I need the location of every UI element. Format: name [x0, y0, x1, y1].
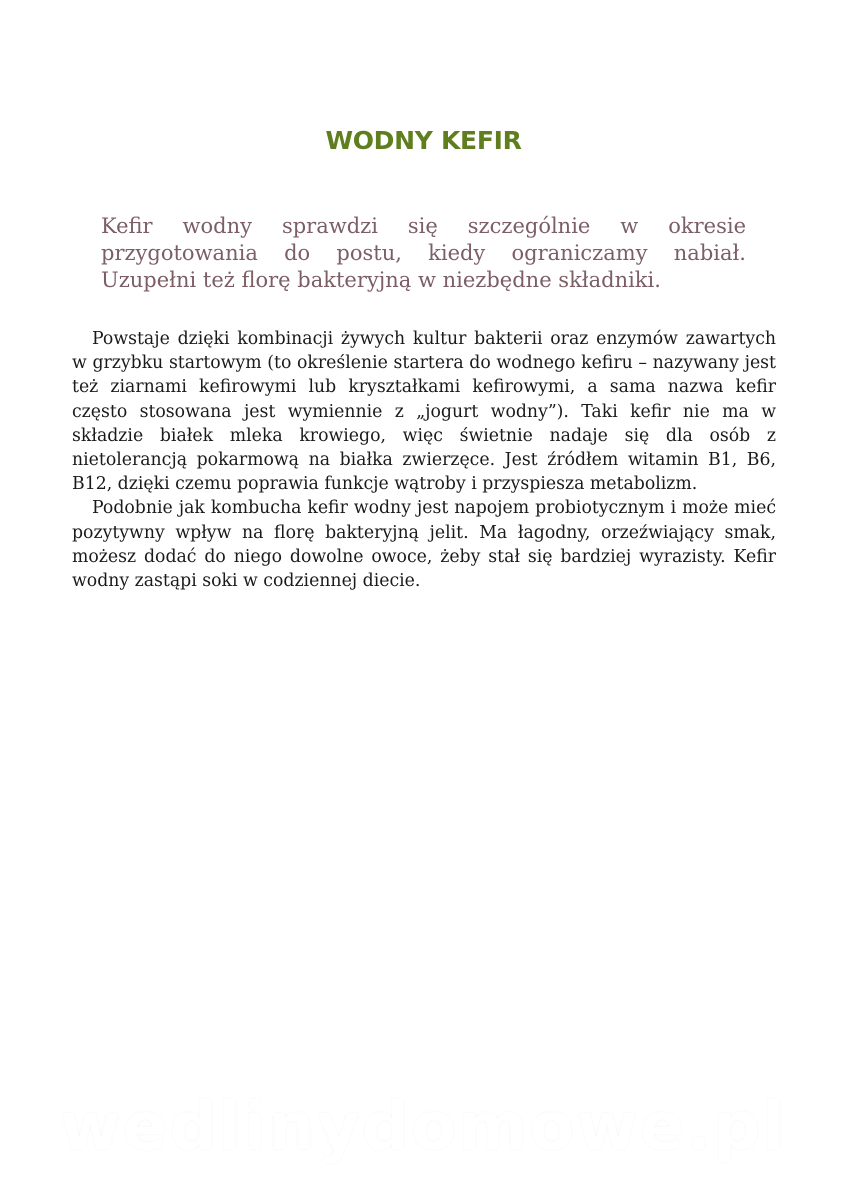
- site-watermark: wedlinydomowe.pl: [59, 1088, 788, 1165]
- body-paragraph: Podobnie jak kombucha kefir wodny jest napojem probiotycznym i może mieć pozytywny wpływ na florę bakteryjną jelit. Ma łagodny, orzeźwiający smak, możesz dodać do niego dowolne owoce, żeby stał się bardziej wyrazisty. Kefir wodny zastąpi soki w codziennej diecie.: [72, 498, 776, 592]
- body-paragraph: Powstaje dzięki kombinacji żywych kultur bakterii oraz enzymów zawartych w grzybku startowym (to określenie startera do wodnego kefiru – nazywany jest też ziarnami kefirowymi lub kryształkami kefirowymi, a sama nazwa kefir często stosowana jest wymiennie z „jogurt wodny”). Taki kefir nie ma w składzie białek mleka krowiego, więc świetnie nadaje się dla osób z nietolerancją pokarmową na białka zwierzęce. Jest źródłem witamin B1, B6, B12, dzięki czemu poprawia funkcje wątroby i przyspiesza metabolizm.: [72, 329, 776, 495]
- page-title: WODNY KEFIR: [325, 126, 522, 155]
- body-text: [72, 327, 776, 593]
- intro-paragraph: Kefir wodny sprawdzi się szczególnie w okresie przygotowania do postu, kiedy ograniczamy nabiał. Uzupełni też florę bakteryjną w niezbędne składniki.: [101, 214, 746, 292]
